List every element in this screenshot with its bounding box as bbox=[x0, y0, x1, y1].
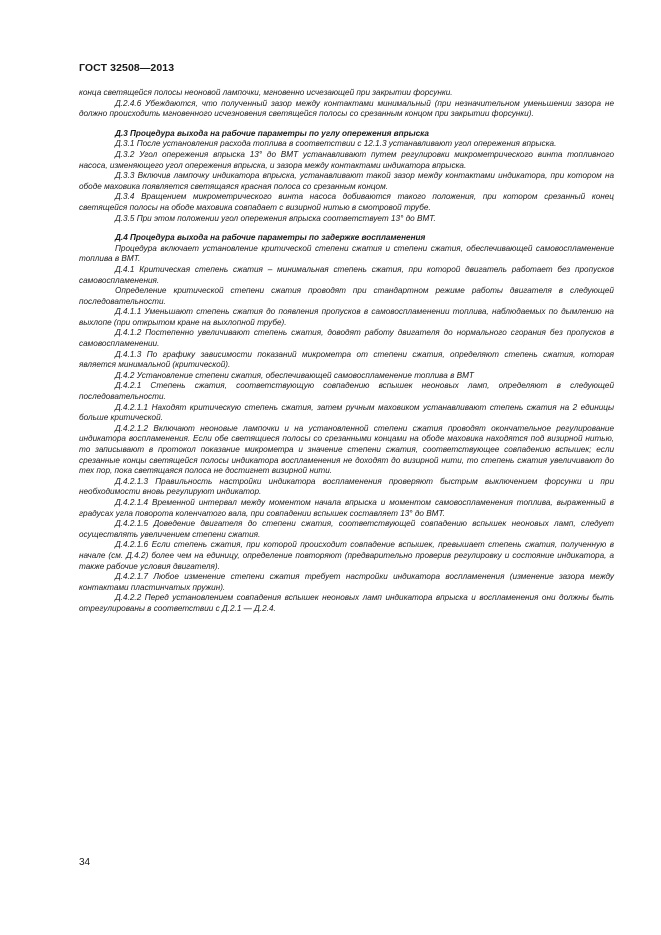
paragraph: конца светящейся полосы неоновой лампочки, мгновенно исчезающей при закрытии форсунки. bbox=[79, 88, 453, 97]
paragraph: Процедура включает установление критической степени сжатия и степени сжатия, обеспечивающей самовоспламенение топлива в ВМТ. bbox=[79, 243, 614, 264]
paragraph: Д.3.4 Вращением микрометрического винта насоса добиваются такого положения, при котором срезанный конец светящейся полосы на ободе маховика совпадает с визирной нитью в смотровой трубе. bbox=[79, 192, 614, 212]
paragraph: Д.2.4.6 Убеждаются, что полученный зазор между контактами минимальный (при незначительном уменьшении зазора не должно происходить мгновенного исчезновения светящейся полосы со срезанным концом при закрытии форсунки). bbox=[79, 98, 614, 119]
section-heading: Д.3 Процедура выхода на рабочие параметры по углу опережения впрыска bbox=[115, 128, 429, 138]
paragraph: Д.4.2.1.1 Находят критическую степень сжатия, затем ручным маховиком устанавливают степень сжатия на 2 единицы больше критической. bbox=[79, 402, 614, 423]
paragraph: Д.4.2.1.6 Если степень сжатия, при которой происходит совпадение вспышек, превышает степень сжатия, полученную в начале (см. Д.4.2) более чем на единицу, определение повторяют (предварительно проверив регулировку и состояние индикатора, а также рабочие условия двигателя). bbox=[79, 540, 614, 571]
paragraph: Д.4.1.2 Постепенно увеличивают степень сжатия, доводят работу двигателя до нормального сгорания без пропусков в самовоспламенении. bbox=[79, 328, 614, 349]
paragraph: Д.4.1.1 Уменьшают степень сжатия до появления пропусков в самовоспламенении топлива, наблюдаемых по дымлению на выхлопе (при открытом кране на выхлопной трубе). bbox=[79, 307, 614, 327]
page-header: ГОСТ 32508—2013 bbox=[79, 62, 175, 74]
paragraph: Д.4.1.3 По графику зависимости показаний микрометра от степени сжатия, определяют степень сжатия, которая является минимальной (критической). bbox=[79, 349, 614, 370]
page-number: 34 bbox=[79, 857, 91, 868]
paragraph: Д.3.1 После установления расхода топлива в соответствии с 12.1.3 устанавливают угол опережения впрыска. bbox=[115, 139, 557, 149]
paragraph: Д.4.2.2 Перед установлением совпадения вспышек неоновых ламп индикатора впрыска и воспламенения они должны быть отрегулированы в соответствии с Д.2.1 — Д.2.4. bbox=[79, 593, 614, 613]
paragraph: Д.3.5 При этом положении угол опережения впрыска соответствует 13° до ВМТ. bbox=[115, 213, 436, 223]
paragraph: Д.3.3 Включив лампочку индикатора впрыска, устанавливают такой зазор между контактами индикатора, при котором на ободе маховика появляется светящаяся красная полоса со срезанным концом. bbox=[79, 171, 614, 191]
paragraph: Определение критической степени сжатия проводят при стандартном режиме работы двигателя в следующей последовательности. bbox=[79, 286, 614, 306]
paragraph: Д.4.2 Установление степени сжатия, обеспечивающей самовоспламенение топлива в ВМТ bbox=[115, 370, 474, 380]
section-heading: Д.4 Процедура выхода на рабочие параметры по задержке воспламенения bbox=[115, 233, 426, 243]
paragraph: Д.4.2.1.2 Включают неоновые лампочки и на установленной степени сжатия проводят окончательное регулирование индикатора воспламенения. Если обе светящиеся полосы со срезанными концами на ободе маховика находятся под визирной нитью, то записывают в протокол показание микрометра и значение степени сжатия, соответствующее совпадению вспышек; если срезанные концы светящейся полосы индикатора воспламенения не доходят до визирной нити, то степень сжатия увеличивают до тех пор, пока светящаяся полоса не достигнет визирной нити. bbox=[79, 423, 614, 476]
paragraph: Д.4.2.1.4 Временной интервал между моментом начала впрыска и моментом самовоспламенения топлива, выраженный в градусах угла поворота коленчатого вала, при совпадении вспышек составляет 13° до ВМТ. bbox=[79, 497, 614, 518]
paragraph: Д.4.2.1.7 Любое изменение степени сжатия требует настройки индикатора воспламенения (изменение зазора между контактами пластинчатых пружин). bbox=[79, 572, 614, 592]
paragraph: Д.4.2.1 Степень сжатия, соответствующую совпадению вспышек неоновых ламп, определяют в следующей последовательности. bbox=[79, 381, 614, 402]
paragraph: Д.4.2.1.3 Правильность настройки индикатора воспламенения проверяют быстрым выключением форсунки и при необходимости вновь регулируют индикатор. bbox=[79, 476, 614, 497]
paragraph: Д.3.2 Угол опережения впрыска 13° до ВМТ устанавливают путем регулировки микрометрического винта топливного насоса, изменяющего угол опережения впрыска, и зазора между контактами индикатора впрыска. bbox=[79, 149, 614, 170]
paragraph: Д.4.2.1.5 Доведение двигателя до степени сжатия, соответствующей совпадению вспышек неоновых ламп, следует осуществлять увеличением степени сжатия. bbox=[79, 519, 614, 539]
paragraph: Д.4.1 Критическая степень сжатия – минимальная степень сжатия, при которой двигатель работает без пропусков самовоспламенения. bbox=[79, 264, 614, 285]
document-body bbox=[79, 88, 614, 615]
